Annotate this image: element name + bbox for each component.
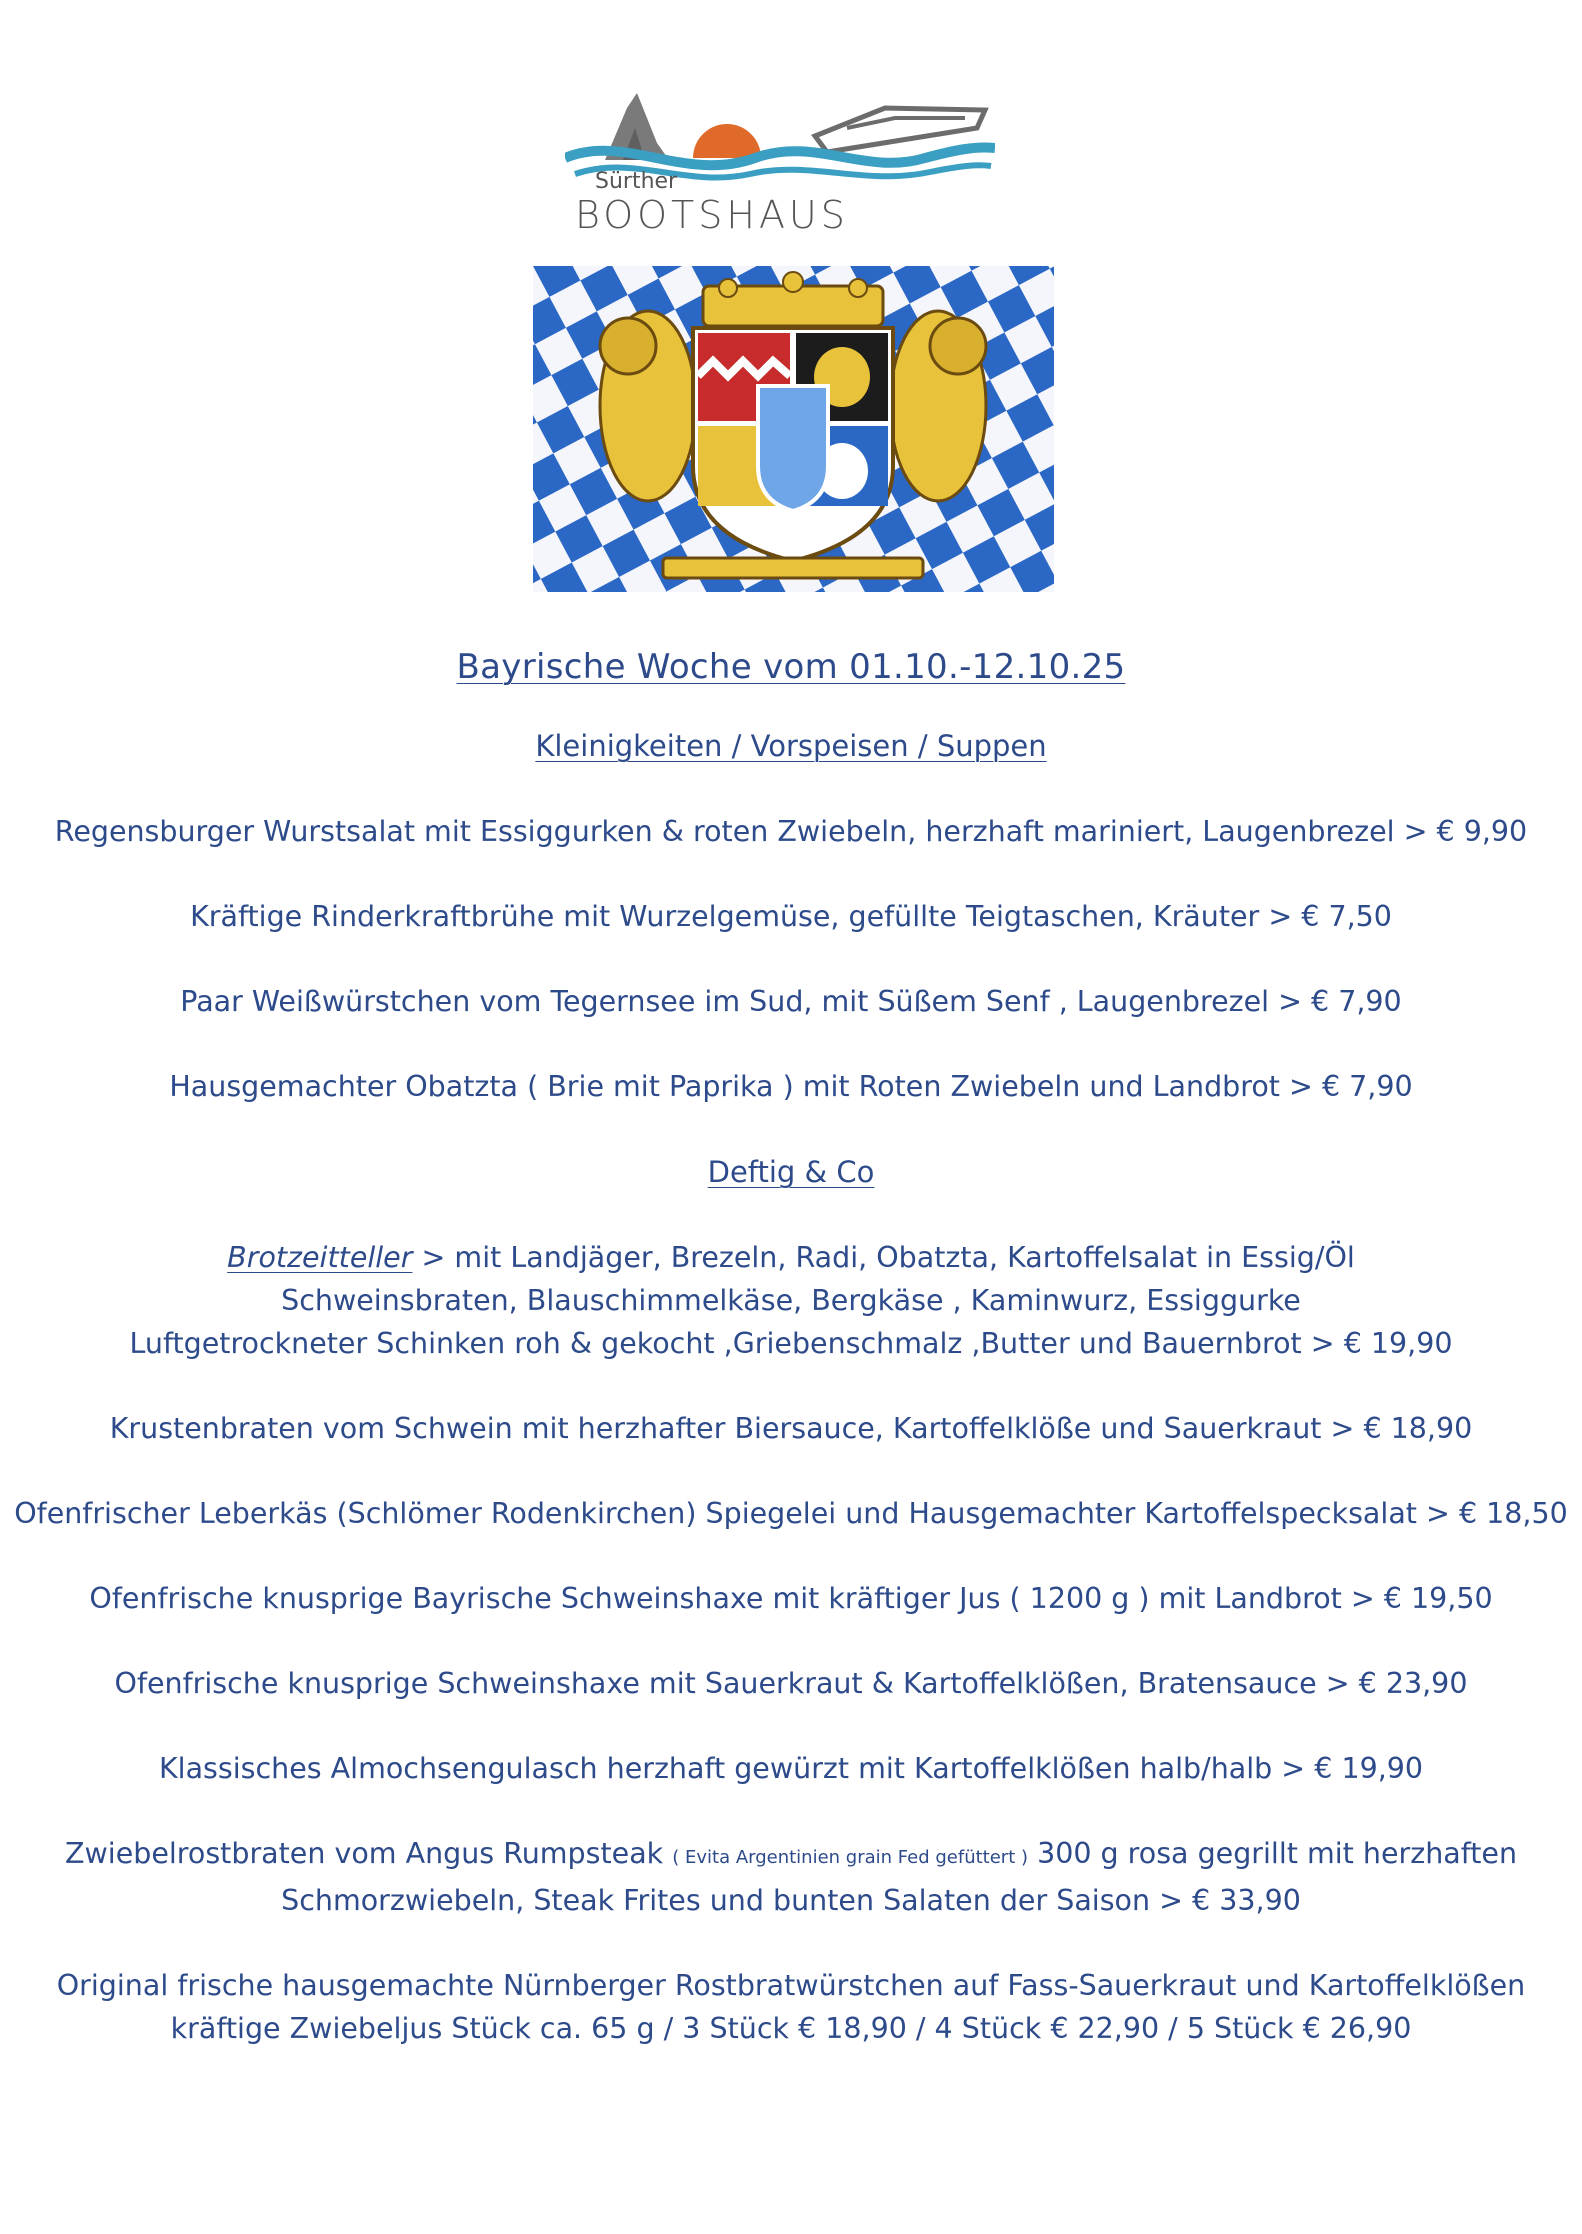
menu-item-zwiebelrostbraten xyxy=(0,1832,1582,1922)
menu-item: Paar Weißwürstchen vom Tegernsee im Sud, mit Süßem Senf , Laugenbrezel > € 7,90 xyxy=(180,985,1402,1018)
nuernberger-line1: Original frische hausgemachte Nürnberger Rostbratwürstchen auf Fass-Sauerkraut und Kartoffelklößen xyxy=(56,1969,1526,2002)
menu-item-nuernberger xyxy=(0,1964,1582,2050)
menu-item: Krustenbraten vom Schwein mit herzhafter Biersauce, Kartoffelklöße und Sauerkraut > € 18,90 xyxy=(109,1412,1473,1445)
brotzeitteller-line2: Schweinsbraten, Blauschimmelkäse, Bergkäse , Kaminwurz, Essiggurke xyxy=(281,1284,1301,1317)
section-heading-deftig: Deftig & Co xyxy=(707,1155,875,1189)
brotzeitteller-name: Brotzeitteller xyxy=(227,1241,413,1274)
menu-item: Kräftige Rinderkraftbrühe mit Wurzelgemüse, gefüllte Teigtaschen, Kräuter > € 7,50 xyxy=(190,900,1392,933)
menu-content xyxy=(0,640,1582,2050)
brotzeitteller-line3: Luftgetrockneter Schinken roh & gekocht ,Griebenschmalz ,Butter und Bauernbrot > € 19,90 xyxy=(129,1327,1453,1360)
menu-item: Ofenfrischer Leberkäs (Schlömer Rodenkirchen) Spiegelei und Hausgemachter Kartoffelspecksalat > € 18,50 xyxy=(14,1497,1568,1530)
menu-item: Ofenfrische knusprige Schweinshaxe mit Sauerkraut & Kartoffelklößen, Bratensauce > € 23,90 xyxy=(114,1667,1468,1700)
section-heading-kleinigkeiten: Kleinigkeiten / Vorspeisen / Suppen xyxy=(535,729,1047,763)
brotzeitteller-desc: > mit Landjäger, Brezeln, Radi, Obatzta, Kartoffelsalat in Essig/Öl xyxy=(412,1241,1355,1274)
menu-item: Hausgemachter Obatzta ( Brie mit Paprika ) mit Roten Zwiebeln und Landbrot > € 7,90 xyxy=(169,1070,1413,1103)
boat-house-logo-icon xyxy=(565,88,995,233)
bavarian-flag-image xyxy=(533,266,1054,592)
svg-text:BOOTSHAUS: BOOTSHAUS xyxy=(575,193,849,233)
restaurant-logo xyxy=(565,88,995,233)
menu-item-brotzeitteller xyxy=(0,1236,1582,1365)
nuernberger-line2: kräftige Zwiebeljus Stück ca. 65 g / 3 Stück € 18,90 / 4 Stück € 22,90 / 5 Stück € 26,90 xyxy=(170,2012,1412,2045)
zwiebel-line2: Schmorzwiebeln, Steak Frites und bunten Salaten der Saison > € 33,90 xyxy=(281,1884,1301,1917)
zwiebel-note: ( Evita Argentinien grain Fed gefüttert ) xyxy=(672,1847,1029,1868)
menu-item: Ofenfrische knusprige Bayrische Schweinshaxe mit kräftiger Jus ( 1200 g ) mit Landbrot > € 19,50 xyxy=(89,1582,1493,1615)
page-title: Bayrische Woche vom 01.10.-12.10.25 xyxy=(456,647,1126,687)
zwiebel-part2: 300 g rosa gegrillt mit herzhaften xyxy=(1028,1837,1518,1870)
zwiebel-part1: Zwiebelrostbraten vom Angus Rumpsteak xyxy=(64,1837,673,1870)
bavarian-coat-of-arms-icon xyxy=(533,266,1054,592)
svg-text:Sürther: Sürther xyxy=(595,169,678,194)
menu-item: Regensburger Wurstsalat mit Essiggurken & roten Zwiebeln, herzhaft mariniert, Laugenbrezel > € 9,90 xyxy=(54,815,1528,848)
menu-item: Klassisches Almochsengulasch herzhaft gewürzt mit Kartoffelklößen halb/halb > € 19,90 xyxy=(158,1752,1424,1785)
